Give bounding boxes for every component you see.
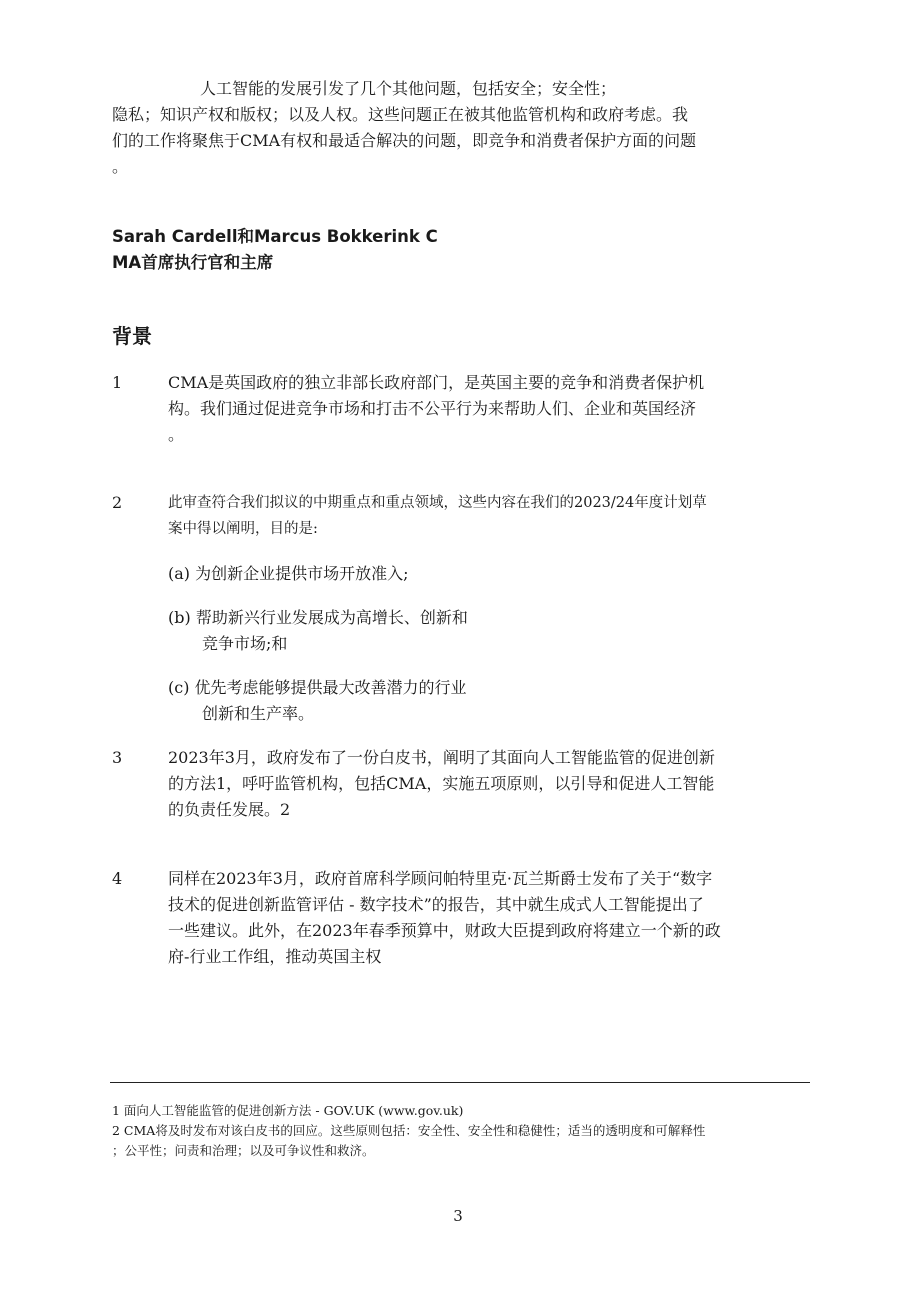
subitem-line: (b) 帮助新兴行业发展成为高增长、创新和: [168, 608, 468, 627]
footnote-1: 1 面向人工智能监管的促进创新方法 - GOV.UK (www.gov.uk): [112, 1103, 464, 1118]
intro-line: 人工智能的发展引发了几个其他问题，包括安全；安全性；: [200, 79, 617, 98]
paragraph-body: [168, 370, 808, 448]
paragraph-line: 。: [168, 425, 185, 444]
paragraph-line: 的方法1，呼吁监管机构，包括CMA，实施五项原则，以引导和促进人工智能: [168, 774, 715, 793]
subitem-c: [168, 675, 788, 727]
signature-names: Sarah Cardell和Marcus Bokkerink C: [112, 227, 438, 246]
paragraph-line: 的负责任发展。2: [168, 800, 291, 819]
paragraph-number: 4: [112, 869, 123, 888]
intro-line: 隐私；知识产权和版权；以及人权。这些问题正在被其他监管机构和政府考虑。我: [112, 105, 689, 124]
subitem-a: [168, 561, 788, 587]
signature-block: [112, 224, 712, 276]
paragraph-body: [168, 490, 808, 542]
subitem-line: 创新和生产率。: [202, 704, 315, 723]
subitem-line: (a) 为创新企业提供市场开放准入;: [168, 564, 409, 583]
intro-line: 。: [112, 157, 129, 176]
footnotes: [112, 1101, 812, 1161]
subitem-line: 竞争市场;和: [202, 634, 288, 653]
subitem-line: (c) 优先考虑能够提供最大改善潜力的行业: [168, 678, 467, 697]
paragraph-line: 府-行业工作组，推动英国主权: [168, 947, 382, 966]
paragraph-line: 构。我们通过促进竞争市场和打击不公平行为来帮助人们、企业和英国经济: [168, 399, 697, 418]
paragraph-line: 2023年3月，政府发布了一份白皮书，阐明了其面向人工智能监管的促进创新: [168, 748, 715, 767]
intro-line: 们的工作将聚焦于CMA有权和最适合解决的问题，即竞争和消费者保护方面的问题: [112, 131, 697, 150]
paragraph-line: CMA是英国政府的独立非部长政府部门，是英国主要的竞争和消费者保护机: [168, 373, 705, 392]
page-number: 3: [453, 1207, 463, 1225]
paragraph-number: 1: [112, 373, 123, 392]
paragraph-number: 2: [112, 493, 123, 512]
section-heading: 背景: [112, 324, 152, 348]
paragraph-body: [168, 866, 808, 970]
paragraph-line: 技术的促进创新监管评估 - 数字技术”的报告，其中就生成式人工智能提出了: [168, 895, 704, 914]
paragraph-line: 案中得以阐明，目的是:: [168, 521, 318, 537]
paragraph-line: 同样在2023年3月，政府首席科学顾问帕特里克·瓦兰斯爵士发布了关于“数字: [168, 869, 713, 888]
footnote-2: 2 CMA将及时发布对该白皮书的回应。这些原则包括：安全性、安全性和稳健性；适当的透明度和可解释性: [112, 1123, 706, 1138]
intro-paragraph: [112, 76, 802, 180]
paragraph-line: 此审查符合我们拟议的中期重点和重点领域，这些内容在我们的2023/24年度计划草: [168, 495, 707, 511]
paragraph-number: 3: [112, 748, 123, 767]
footnote-divider: [110, 1082, 810, 1083]
signature-titles: MA首席执行官和主席: [112, 253, 274, 272]
paragraph-body: [168, 745, 808, 823]
subitem-b: [168, 605, 788, 657]
paragraph-line: 一些建议。此外，在2023年春季预算中，财政大臣提到政府将建立一个新的政: [168, 921, 721, 940]
footnote-2-continued: ；公平性；问责和治理；以及可争议性和救济。: [112, 1143, 375, 1158]
